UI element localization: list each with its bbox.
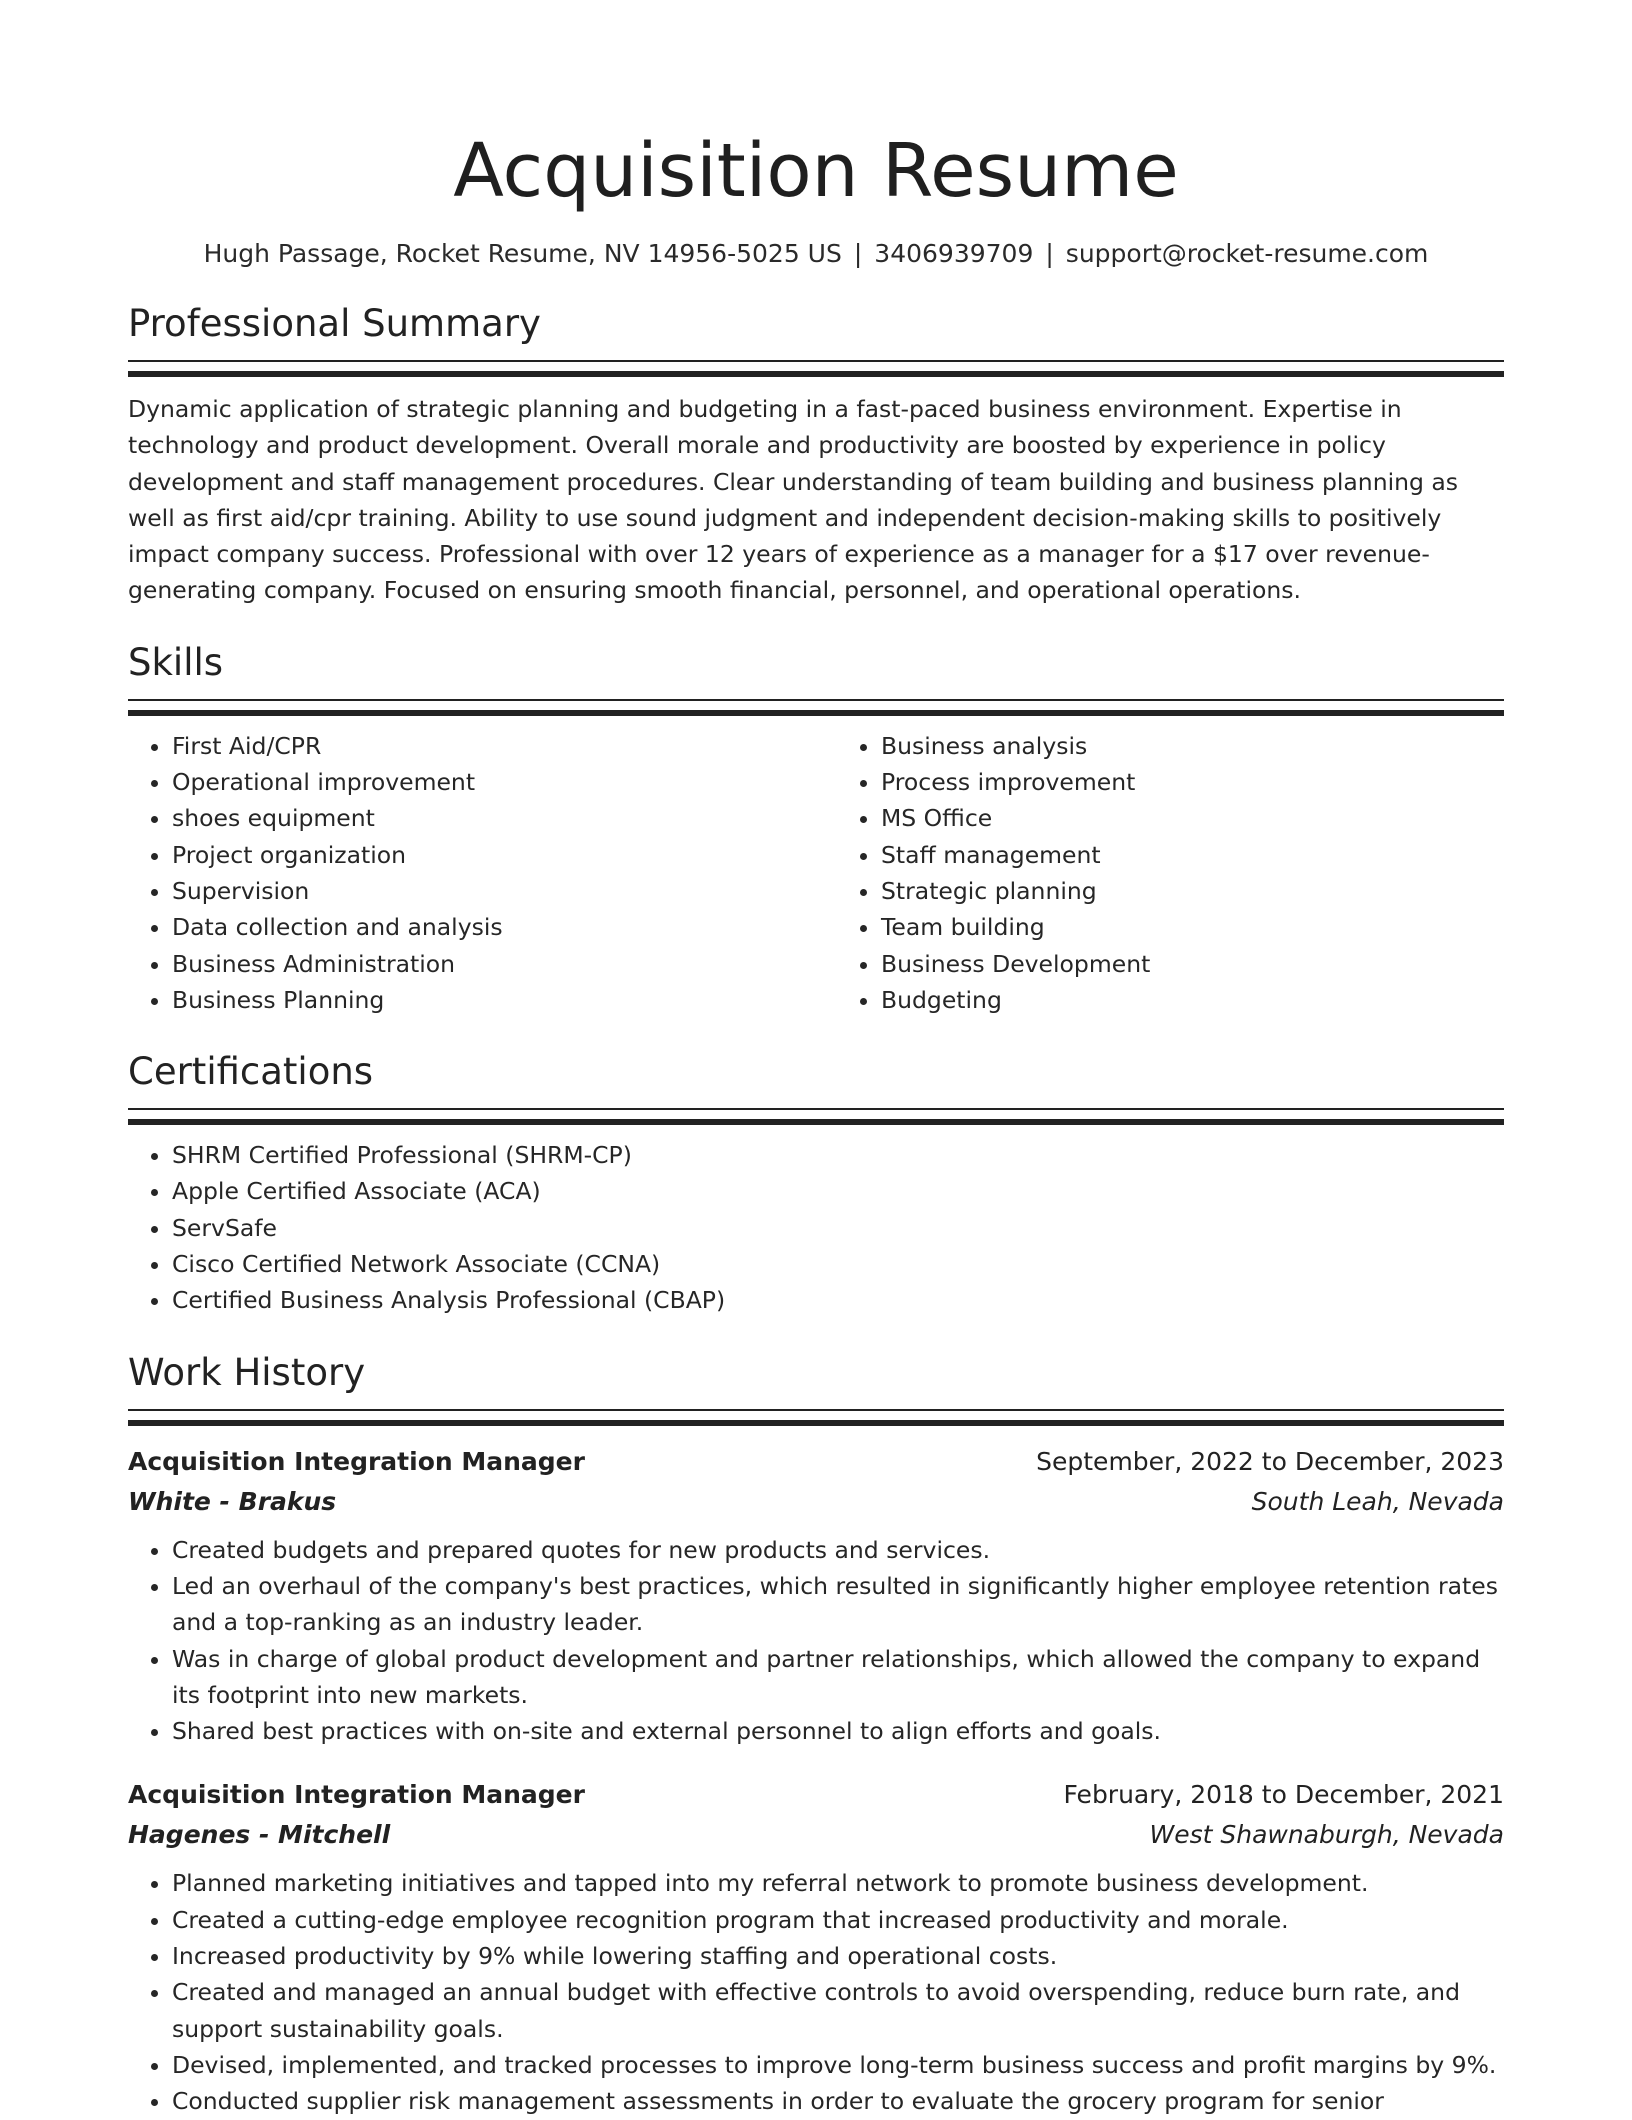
job-header xyxy=(128,1775,1504,1815)
summary-text: Dynamic application of strategic planning and budgeting in a fast-paced business environment. Expertise in technology and product development. Overall morale and productivity are boosted by experience in policy development and staff management procedures. Clear understanding of team building and business planning as well as first aid/cpr training. Ability to use sound judgment and independent decision-making skills to positively impact company success. Professional with over 12 years of experience as a manager for a $17 over revenue-generating company. Focused on ensuring smooth financial, personnel, and operational operations. xyxy=(128,395,1459,605)
resume-page xyxy=(128,0,1504,2120)
skill-item: • Process improvement xyxy=(881,764,1504,800)
skills-grid xyxy=(128,728,1504,1018)
skill-item: • Business analysis xyxy=(881,728,1504,764)
section-heading-certifications: Certifications xyxy=(128,1050,374,1094)
skill-item: • Budgeting xyxy=(881,982,1504,1018)
job-duty: • Increased productivity by 9% while lowering staffing and operational costs. xyxy=(172,1938,1504,1974)
certification-item: • Certified Business Analysis Professional (CBAP) xyxy=(172,1282,1504,1318)
skill-item: • Operational improvement xyxy=(172,764,795,800)
job-subheader xyxy=(128,1482,1504,1522)
skill-item: • Data collection and analysis xyxy=(172,909,795,945)
job-entry xyxy=(128,1442,1504,1750)
contact-separator: | xyxy=(1045,239,1054,268)
job-duty: • Created budgets and prepared quotes for new products and services. xyxy=(172,1532,1504,1568)
contact-line xyxy=(128,238,1504,270)
skill-item: • Strategic planning xyxy=(881,873,1504,909)
job-duties-list xyxy=(128,1865,1504,2119)
certification-item: • ServSafe xyxy=(172,1210,1504,1246)
certifications-section xyxy=(128,1050,1504,1318)
skill-item: • Business Planning xyxy=(172,982,795,1018)
job-duty: • Devised, implemented, and tracked processes to improve long-term business success and profit margins by 9%. xyxy=(172,2047,1504,2083)
job-subheader xyxy=(128,1815,1504,1855)
section-heading-summary: Professional Summary xyxy=(128,302,541,345)
job-duty: • Shared best practices with on-site and external personnel to align efforts and goals. xyxy=(172,1713,1504,1749)
contact-email: support@rocket-resume.com xyxy=(1065,239,1429,268)
job-title: Acquisition Integration Manager xyxy=(128,1780,585,1810)
skill-item: • shoes equipment xyxy=(172,800,795,836)
work-history-section xyxy=(128,1351,1504,2120)
skill-item: • First Aid/CPR xyxy=(172,728,795,764)
job-company: Hagenes - Mitchell xyxy=(128,1820,391,1850)
certifications-list xyxy=(128,1137,1504,1318)
certification-item: • Apple Certified Associate (ACA) xyxy=(172,1173,1504,1209)
resume-title: Acquisition Resume xyxy=(453,128,1179,214)
certification-item: • Cisco Certified Network Associate (CCNA) xyxy=(172,1246,1504,1282)
skill-item: • Supervision xyxy=(172,873,795,909)
contact-address: Hugh Passage, Rocket Resume, NV 14956-5025 US xyxy=(203,239,842,268)
skills-section xyxy=(128,641,1504,1018)
section-divider xyxy=(128,1108,1504,1125)
skill-item: • Project organization xyxy=(172,837,795,873)
certification-item: • SHRM Certified Professional (SHRM-CP) xyxy=(172,1137,1504,1173)
skill-item: • MS Office xyxy=(881,800,1504,836)
job-duty: • Led an overhaul of the company's best practices, which resulted in significantly higher employee retention rates and a top-ranking as an industry leader. xyxy=(172,1568,1504,1641)
skill-item: • Business Development xyxy=(881,946,1504,982)
skills-list-left xyxy=(128,728,795,1018)
job-duty: • Was in charge of global product development and partner relationships, which allowed the company to expand its footprint into new markets. xyxy=(172,1641,1504,1714)
skill-item: • Team building xyxy=(881,909,1504,945)
section-heading-skills: Skills xyxy=(128,640,224,684)
job-title: Acquisition Integration Manager xyxy=(128,1446,585,1476)
job-company: White - Brakus xyxy=(128,1486,337,1516)
job-location: South Leah, Nevada xyxy=(1251,1486,1504,1516)
contact-phone: 3406939709 xyxy=(874,239,1034,268)
skill-item: • Staff management xyxy=(881,837,1504,873)
job-duty: • Created and managed an annual budget with effective controls to avoid overspending, reduce burn rate, and support sustainability goals. xyxy=(172,1974,1504,2047)
job-duties-list xyxy=(128,1532,1504,1750)
job-duty: • Conducted supplier risk management assessments in order to evaluate the grocery program for senior xyxy=(172,2083,1504,2119)
section-divider xyxy=(128,360,1504,377)
job-location: West Shawnaburgh, Nevada xyxy=(1149,1820,1504,1850)
summary-section xyxy=(128,302,1504,609)
section-divider xyxy=(128,699,1504,716)
job-duty: • Planned marketing initiatives and tapped into my referral network to promote business development. xyxy=(172,1865,1504,1901)
skills-list-right xyxy=(837,728,1504,1018)
job-duty: • Created a cutting-edge employee recognition program that increased productivity and morale. xyxy=(172,1902,1504,1938)
section-divider xyxy=(128,1409,1504,1426)
section-heading-work-history: Work History xyxy=(128,1350,366,1394)
job-dates: September, 2022 to December, 2023 xyxy=(1036,1446,1504,1476)
job-header xyxy=(128,1442,1504,1482)
skill-item: • Business Administration xyxy=(172,946,795,982)
job-dates: February, 2018 to December, 2021 xyxy=(1063,1780,1504,1810)
contact-separator: | xyxy=(853,239,863,268)
job-entry xyxy=(128,1775,1504,2119)
